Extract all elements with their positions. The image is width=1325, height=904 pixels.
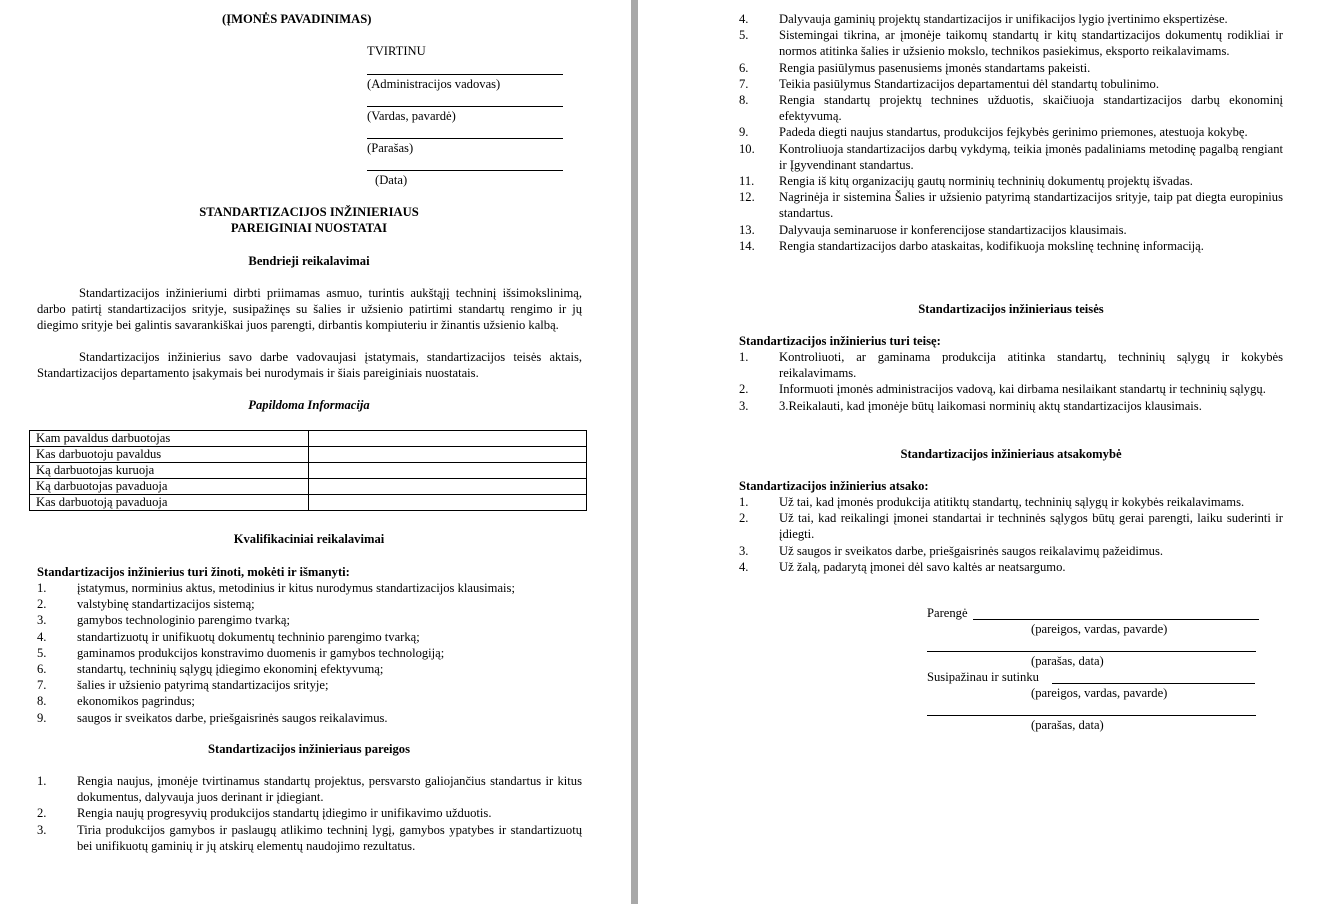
prepared-caption: (pareigos, vardas, pavarde): [1031, 622, 1168, 636]
date-caption: (Data): [375, 173, 408, 187]
item-text: Sistemingai tikrina, ar įmonėje taikomų standartų ir kitų standartizacijos dokumentų rodikliai ir normos atitinka šalies ir užsienio mokslo, technikos pasiekimus, eksporto reikalavimams.: [779, 28, 1283, 59]
responsibility-list: [739, 494, 1283, 575]
list-item: [739, 398, 1283, 414]
item-number: 1.: [739, 495, 749, 509]
item-text: Padeda diegti naujus standartus, produkcijos fejkybės gerinimo priemones, atestuoja kokybę.: [779, 125, 1248, 140]
info-table: [29, 430, 587, 511]
table-value-cell: [309, 431, 587, 447]
item-text: Rengia naujų progresyvių produkcijos standartų įdiegimo ir unifikavimo užduotis.: [77, 806, 492, 821]
list-item: [37, 596, 582, 612]
list-item: [739, 124, 1283, 140]
qualification-heading: Kvalifikaciniai reikalavimai: [233, 532, 385, 546]
item-number: 5.: [37, 645, 47, 660]
item-text: Už tai, kad reikalingi įmonei standartai ir techninės sąlygos būtų gerai parengti, laiku suderinti ir įdiegti.: [779, 511, 1283, 542]
signature-line: [927, 715, 1256, 716]
duties-list-continued: [739, 11, 1283, 254]
signature-line: [973, 619, 1259, 620]
name-caption: (Vardas, pavardė): [367, 109, 456, 123]
signature-line: [367, 74, 563, 75]
agreed-sig-caption: (parašas, data): [1031, 718, 1104, 732]
general-heading: Bendrieji reikalavimai: [248, 254, 370, 268]
rights-heading: Standartizacijos inžinieriaus teisės: [918, 302, 1104, 316]
item-number: 4.: [37, 629, 47, 644]
list-item: [37, 645, 582, 661]
item-number: 3.: [37, 822, 47, 837]
table-label-cell: Ką darbuotojas pavaduoja: [30, 479, 309, 495]
item-number: 11.: [739, 174, 755, 189]
general-paragraph-1: Standartizacijos inžinieriumi dirbti priimamas asmuo, turintis aukštąjį techninį išsimokslinimą, darbo patirtį standartizacijos srityje, susipažinęs su šalies ir užsienio patirtimi standartų rengimo ir jų diegimo srityje bei galintis savarankiškai juos parengti, dirbantis kompiuteriu ir žinantis užsienio kalbą.: [37, 286, 582, 333]
table-label-cell: Kam pavaldus darbuotojas: [30, 431, 309, 447]
item-text: ekonomikos pagrindus;: [77, 694, 195, 709]
item-text: Teikia pasiūlymus Standartizacijos departamentui dėl standartų tobulinimo.: [779, 76, 1159, 91]
agreed-caption: (pareigos, vardas, pavarde): [1031, 686, 1168, 700]
item-number: 2.: [739, 382, 749, 397]
item-text: Dalyvauja gaminių projektų standartizacijos ir unifikacijos lygio įvertinimo ekspertizėse.: [779, 12, 1228, 26]
item-number: 9.: [739, 125, 749, 140]
signature-line: [927, 651, 1256, 652]
item-number: 12.: [739, 190, 755, 205]
list-item: [37, 693, 582, 709]
doc-title-line2: PAREIGINIAI NUOSTATAI: [230, 221, 388, 235]
prepared-label: Parengė: [927, 606, 968, 620]
table-row: [30, 431, 587, 447]
qualification-list: [37, 580, 582, 726]
item-text: gaminamos produkcijos konstravimo duomenis ir gamybos technologiją;: [77, 645, 445, 660]
rights-subheading: Standartizacijos inžinierius turi teisę:: [739, 334, 941, 348]
item-text: Kontroliuoja standartizacijos darbų vykdymą, teikia įmonės padaliniams metodinę pagalbą rengiant ir Įgyvendinant standartus.: [779, 141, 1283, 172]
item-number: 10.: [739, 141, 755, 156]
admin-head-caption: (Administracijos vadovas): [367, 77, 501, 91]
list-item: [37, 580, 582, 596]
item-text: gamybos technologinio parengimo tvarką;: [77, 613, 290, 628]
table-label-cell: Kas darbuotoju pavaldus: [30, 447, 309, 463]
table-value-cell: [309, 479, 587, 495]
signature-line: [1052, 683, 1255, 684]
item-number: 1.: [37, 774, 47, 788]
item-text: Rengia standartizacijos darbo ataskaitas, kodifikuoja mokslinę techninę informaciją.: [779, 238, 1204, 253]
right-page: [638, 0, 1325, 904]
item-number: 6.: [37, 662, 47, 677]
item-text: šalies ir užsienio patyrimą standartizacijos srityje;: [77, 678, 329, 693]
item-text: Dalyvauja seminaruose ir konferencijose standartizacijos klausimais.: [779, 222, 1127, 237]
item-number: 7.: [37, 678, 47, 693]
left-page: [0, 0, 631, 904]
item-number: 2.: [37, 597, 47, 612]
list-item: [739, 60, 1283, 76]
prepared-sig-caption: (parašas, data): [1031, 654, 1104, 668]
list-item: [739, 11, 1283, 27]
general-paragraph-2: Standartizacijos inžinierius savo darbe vadovaujasi įstatymais, standartizacijos teisės aktais, Standartizacijos departamento įsakymais bei nurodymais ir šiais pareiginiais nuostatais.: [37, 350, 582, 381]
list-item: [739, 238, 1283, 254]
item-text: Už žalą, padarytą įmonei dėl savo kaltės ar neatsargumo.: [779, 559, 1066, 574]
item-text: saugos ir sveikatos darbe, priešgaisrinės saugos reikalavimus.: [77, 710, 388, 725]
duties-list: [37, 773, 582, 854]
item-number: 4.: [739, 559, 749, 574]
item-number: 8.: [37, 694, 47, 709]
item-text: 3.Reikalauti, kad įmonėje būtų laikomasi norminių aktų standartizacijos klausimais.: [779, 398, 1202, 413]
list-item: [37, 710, 582, 726]
extra-info-heading: Papildoma Informacija: [248, 398, 370, 412]
list-item: [37, 805, 582, 821]
item-text: Rengia standartų projektų technines užduotis, skaičiuoja standartizacijos darbų ekonominį efektyvumą.: [779, 93, 1283, 124]
item-text: Rengia iš kitų organizacijų gautų norminių techninių dokumentų projektų išvadas.: [779, 174, 1193, 189]
responsibility-subheading: Standartizacijos inžinierius atsako:: [739, 479, 929, 493]
list-item: [37, 773, 582, 805]
table-row: [30, 495, 587, 511]
item-number: 5.: [739, 28, 749, 43]
item-text: įstatymus, norminius aktus, metodinius ir kitus nurodymus standartizacijos klausimais;: [77, 581, 515, 595]
item-number: 2.: [37, 806, 47, 821]
list-item: [739, 27, 1283, 59]
item-number: 6.: [739, 60, 749, 75]
list-item: [739, 349, 1283, 381]
table-row: [30, 447, 587, 463]
company-name: (ĮMONĖS PAVADINIMAS): [222, 12, 372, 26]
table-label-cell: Kas darbuotoją pavaduoja: [30, 495, 309, 511]
qualification-subheading: Standartizacijos inžinierius turi žinoti, mokėti ir išmanyti:: [37, 565, 350, 579]
list-item: [739, 494, 1283, 510]
list-item: [739, 76, 1283, 92]
list-item: [739, 510, 1283, 542]
list-item: [739, 381, 1283, 397]
item-number: 1.: [37, 581, 47, 595]
item-number: 1.: [739, 350, 749, 364]
table-label-cell: Ką darbuotojas kuruoja: [30, 463, 309, 479]
item-number: 14.: [739, 238, 755, 253]
item-text: Rengia pasiūlymus pasenusiems įmonės standartams pakeisti.: [779, 60, 1091, 75]
item-text: Už saugos ir sveikatos darbe, priešgaisrinės saugos reikalavimų pažeidimus.: [779, 543, 1164, 558]
item-text: valstybinę standartizacijos sistemą;: [77, 597, 255, 612]
agreed-label: Susipažinau ir sutinku: [927, 670, 1039, 684]
approve-label: TVIRTINU: [367, 44, 426, 58]
signature-line: [367, 170, 563, 171]
list-item: [739, 189, 1283, 221]
item-text: Už tai, kad įmonės produkcija atitiktų standartų, techninių sąlygų ir kokybės reikalavimams.: [779, 495, 1245, 509]
item-text: standartizuotų ir unifikuotų dokumentų techninio parengimo tvarką;: [77, 629, 420, 644]
item-number: 7.: [739, 76, 749, 91]
signature-line: [367, 106, 563, 107]
item-text: Informuoti įmonės administracijos vadovą, kai dirbama nesilaikant standartų ir techninių sąlygų.: [779, 382, 1266, 397]
item-number: 4.: [739, 12, 749, 26]
page-divider: [631, 0, 638, 904]
item-number: 2.: [739, 511, 749, 526]
item-text: Rengia naujus, įmonėje tvirtinamus standartų projektus, persvarsto galiojančius standartus ir kitus dokumentus, dalyvauja juos derinant ir įdiegiant.: [77, 774, 582, 805]
list-item: [37, 677, 582, 693]
list-item: [739, 173, 1283, 189]
list-item: [37, 822, 582, 854]
responsibility-heading: Standartizacijos inžinieriaus atsakomybė: [900, 447, 1122, 461]
list-item: [37, 612, 582, 628]
item-text: standartų, techninių sąlygų įdiegimo ekonominį efektyvumą;: [77, 662, 384, 677]
duties-heading: Standartizacijos inžinieriaus pareigos: [208, 742, 410, 756]
signature-caption: (Parašas): [367, 141, 414, 155]
item-text: Nagrinėja ir sistemina Šalies ir užsienio patyrimą standartizacijos srityje, taip pat diegta europinius standartus.: [779, 190, 1283, 221]
table-row: [30, 463, 587, 479]
table-value-cell: [309, 495, 587, 511]
rights-list: [739, 349, 1283, 414]
item-number: 9.: [37, 710, 47, 725]
list-item: [739, 141, 1283, 173]
list-item: [37, 661, 582, 677]
signature-line: [367, 138, 563, 139]
item-number: 13.: [739, 222, 755, 237]
list-item: [739, 543, 1283, 559]
table-value-cell: [309, 447, 587, 463]
list-item: [739, 222, 1283, 238]
item-text: Kontroliuoti, ar gaminama produkcija atitinka standartų, techninių sąlygų ir kokybės reikalavimams.: [779, 350, 1283, 381]
list-item: [739, 559, 1283, 575]
table-value-cell: [309, 463, 587, 479]
item-number: 3.: [739, 543, 749, 558]
table-row: [30, 479, 587, 495]
list-item: [37, 629, 582, 645]
list-item: [739, 92, 1283, 124]
item-number: 8.: [739, 93, 749, 108]
doc-title-line1: STANDARTIZACIJOS INŽINIERIAUS: [199, 205, 419, 219]
item-number: 3.: [37, 613, 47, 628]
item-text: Tiria produkcijos gamybos ir paslaugų atlikimo techninį lygį, gamybos ypatybes ir standartizuotų bei unifikuotų gaminių ir jų atskirų elementų naudojimo rezultatus.: [77, 822, 582, 853]
item-number: 3.: [739, 398, 749, 413]
